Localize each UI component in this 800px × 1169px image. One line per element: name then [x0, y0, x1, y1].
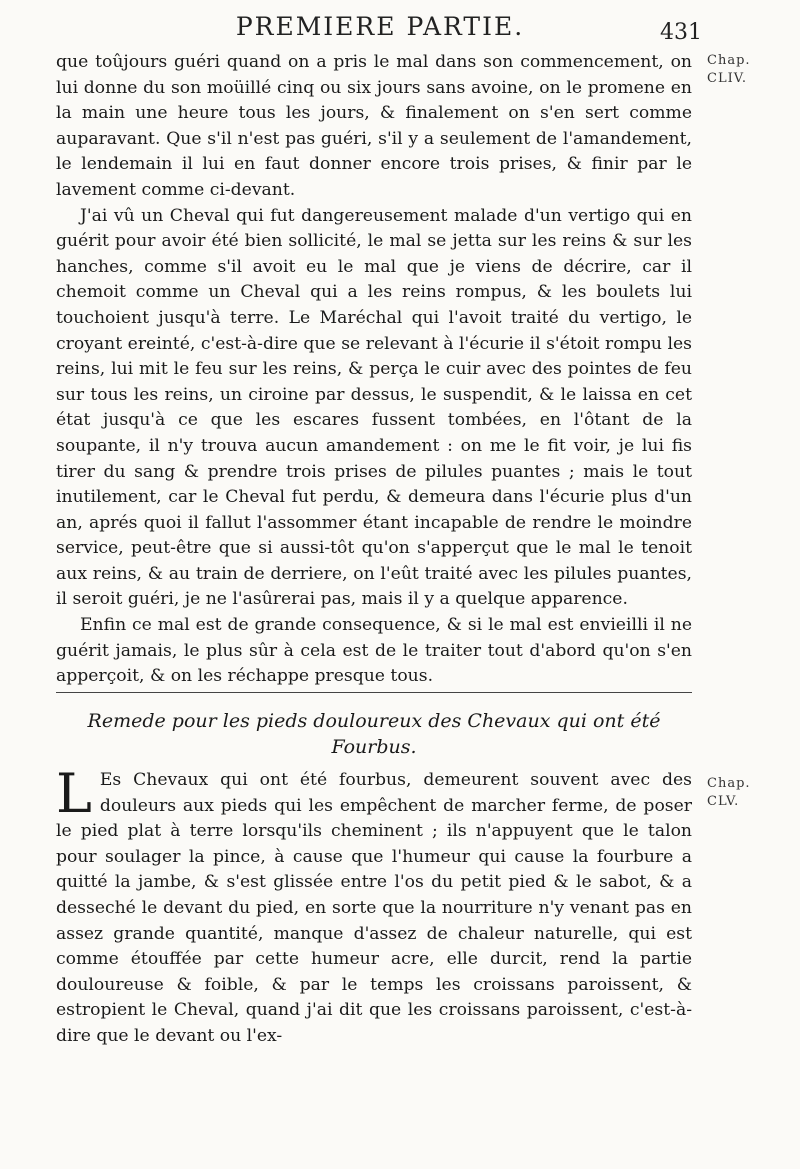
- running-head: PREMIERE PARTIE.: [235, 12, 525, 41]
- margin-note-chapter: [707, 775, 787, 811]
- margin-note-line: Chap.: [707, 53, 751, 68]
- body-text-section-1: [56, 50, 692, 690]
- margin-note-chapter: [707, 52, 787, 88]
- paragraph: Enfin ce mal est de grande consequence, & si le mal est envieilli il ne guérit jamais, le plus sûr à cela est de le traiter tout d'abord qu'on s'en apperçoit, & on les réchappe presque tous.: [56, 615, 692, 687]
- paragraph: que toûjours guéri quand on a pris le mal dans son commencement, on lui donne du son moüillé cinq ou six jours sans avoine, on le promene en la main une heure tous les jours, & finalement on s'en sert comme auparavant. Que s'il n'est pas guéri, s'il y a seulement de l'amandement, le lendemain il lui en faut donner encore trois prises, & finir par le lavement comme ci-devant.: [56, 52, 692, 200]
- margin-note-line: CLV.: [707, 794, 740, 809]
- section-title: Remede pour les pieds douloureux des Chevaux qui ont été Fourbus.: [87, 710, 661, 758]
- body-text-section-2: [56, 762, 692, 1050]
- page-number: 431: [660, 20, 702, 45]
- section-divider: [56, 692, 692, 693]
- paragraph-text: Es Chevaux qui ont été fourbus, demeurent souvent avec des douleurs aux pieds qui les empêchent de marcher ferme, de poser le pied plat à terre lorsqu'ils cheminent ; ils n'appuyent que le talon pour soulager la pince, à cause que l'humeur qui cause la fourbure a quitté la jambe, & s'est glissée entre l'os du petit pied & le sabot, & a desseché le devant du pied, en sorte que la nourriture n'y venant pas en assez grande quantité, manque d'assez de chaleur naturelle, qui est comme étouffée par cette humeur acre, elle durcit, rend la partie douloureuse & foible, & par le temps les croissans paroissent, & estropient le Cheval, quand j'ai dit que les croissans paroissent, c'est-à-dire que le devant ou l'ex-: [56, 770, 692, 1046]
- paragraph: [56, 762, 692, 1050]
- paragraph: J'ai vû un Cheval qui fut dangereusement malade d'un vertigo qui en guérit pour avoir été bien sollicité, le mal se jetta sur les reins & sur les hanches, comme s'il avoit eu le mal que je viens de décrire, car il chemoit comme un Cheval qui a les reins rompus, & les boulets lui touchoient jusqu'à terre. Le Maréchal qui l'avoit traité du vertigo, le croyant ereinté, c'est-à-dire que se relevant à l'écurie il s'étoit rompu les reins, lui mit le feu sur les reins, & perça le cuir avec des pointes de feu sur tous les reins, un ciroine par dessus, le suspendit, & le laissa en cet état jusqu'à ce que les escares fussent tombées, en l'ôtant de la soupante, il n'y trouva aucun amandement : on me le fit voir, je lui fis tirer du sang & prendre trois prises de pilules puantes ; mais le tout inutilement, car le Cheval fut perdu, & demeura dans l'écurie plus d'un an, aprés quoi il fallut l'assommer étant incapable de rendre le moindre service, peut-être que si aussi-tôt qu'on s'apperçut que le mal le tenoit aux reins, & au train de derriere, on l'eût traité avec les pilules puantes, il seroit guéri, je ne l'asûrerai pas, mais il y a quelque apparence.: [56, 205, 692, 610]
- drop-cap: L: [56, 762, 92, 825]
- margin-note-line: CLIV.: [707, 71, 747, 86]
- margin-note-line: Chap.: [707, 776, 751, 791]
